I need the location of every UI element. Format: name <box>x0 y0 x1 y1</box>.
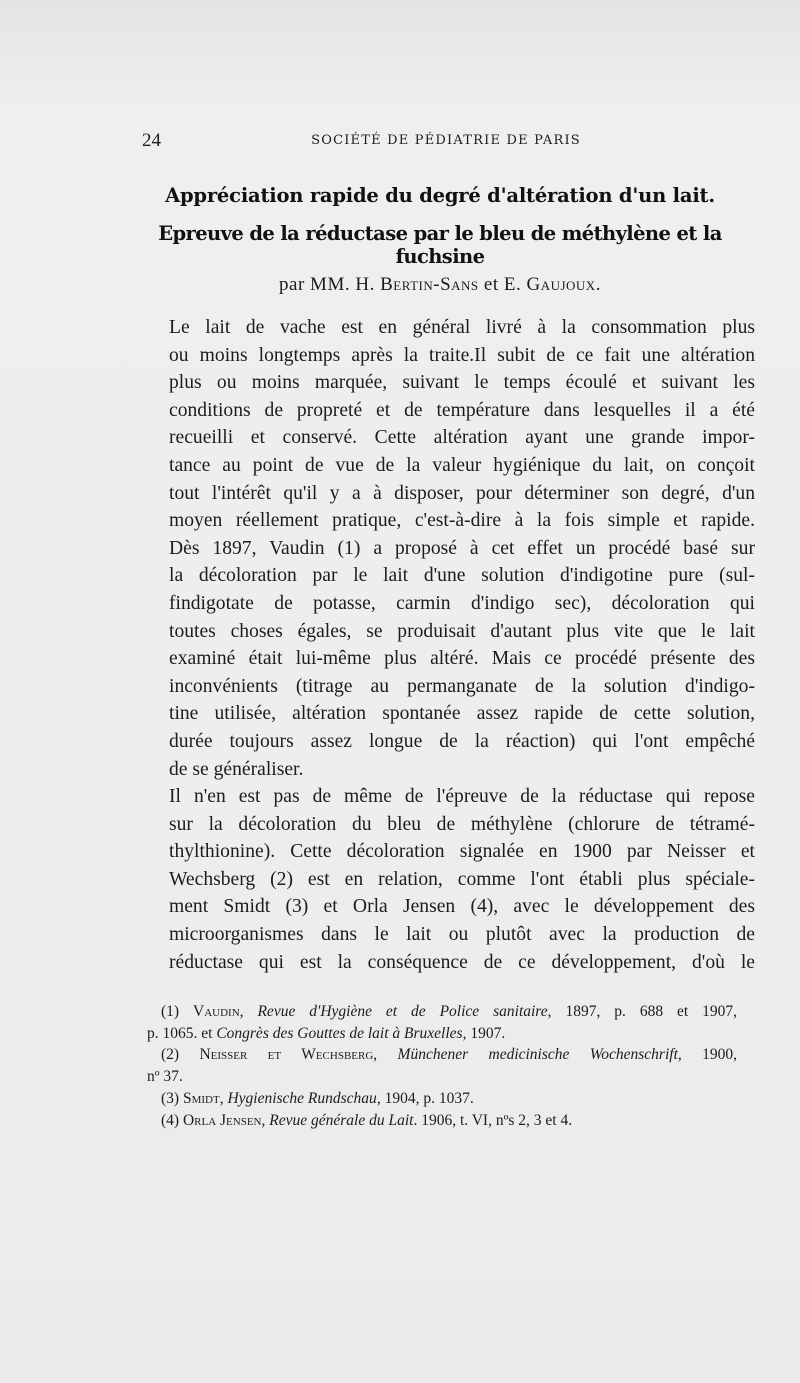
article-body <box>143 314 755 976</box>
footnote-author: Smidt <box>182 1089 220 1107</box>
footnote-sep: , <box>373 1046 398 1064</box>
footnote-journal: Revue générale du Lait <box>269 1111 414 1129</box>
text-line: Wechsberg (2) est en relation, comme l'ont établi plus spéciale- <box>169 868 755 890</box>
text-line: réductase qui est la conséquence de ce développement, d'où le <box>169 951 755 973</box>
text-line: examiné était lui-même plus altéré. Mais ce procédé présente des <box>169 648 755 670</box>
author-gaujoux: Gaujoux <box>526 274 596 295</box>
footnote-details: , 1907. <box>462 1024 506 1042</box>
footnote-mark: (2) <box>161 1046 200 1064</box>
article-title-line-2: Epreuve de la réductase par le bleu de méthylène et la fuchsine <box>158 222 722 268</box>
authors-prefix: par MM. H. <box>279 274 381 295</box>
article-title-line-1: Appréciation rapide du degré d'altération d'un lait. <box>165 184 715 207</box>
authors-suffix: . <box>595 274 601 295</box>
text-line: tout l'intérêt qu'il y a à disposer, pour déterminer son degré, d'un <box>169 482 755 504</box>
text-line: toutes choses égales, se produisait d'autant plus vite que le lait <box>169 620 755 642</box>
footnote-line <box>147 1110 737 1132</box>
footnotes <box>147 1001 737 1131</box>
text-line: recueilli et conservé. Cette altération ayant une grande impor- <box>169 427 755 449</box>
text-line: la décoloration par le lait d'une solution d'indigotine pure (sul- <box>169 565 755 587</box>
footnote-sep: , <box>239 1003 258 1020</box>
text-line: microorganismes dans le lait ou plutôt avec la production de <box>169 924 755 946</box>
footnote-sep: , <box>261 1111 270 1129</box>
footnote-details: . 1906, t. VI, nºs 2, 3 et 4. <box>413 1111 573 1129</box>
footnote-mark: (4) <box>161 1111 183 1129</box>
text-line: de se généraliser. <box>169 758 304 780</box>
article-authors <box>130 274 750 296</box>
footnote-mark: (1) <box>161 1003 194 1020</box>
text-line: ou moins longtemps après la traite.Il subit de ce fait une altération <box>169 344 755 366</box>
running-head: SOCIÉTÉ DE PÉDIATRIE DE PARIS <box>311 133 581 148</box>
text-line: plus ou moins marquée, suivant le temps écoulé et suivant les <box>169 372 755 394</box>
footnote-line <box>147 1088 737 1110</box>
footnote-line <box>147 1001 737 1023</box>
text-line: sur la décoloration du bleu de méthylène (chlorure de tétramé- <box>169 813 755 835</box>
text-line: tine utilisée, altération spontanée assez rapide de cette solution, <box>169 703 755 725</box>
footnote-4 <box>147 1110 737 1132</box>
authors-mid: et E. <box>478 274 527 295</box>
page-number: 24 <box>142 130 161 151</box>
text-line: Dès 1897, Vaudin (1) a proposé à cet effet un procédé basé sur <box>169 537 755 559</box>
paragraph-2 <box>143 535 755 783</box>
page-header <box>142 130 750 154</box>
text-line: ment Smidt (3) et Orla Jensen (4), avec le développement des <box>169 896 755 918</box>
footnote-journal: Hygienische Rundschau <box>227 1089 377 1107</box>
footnote-details: , 1904, p. 1037. <box>376 1089 474 1107</box>
footnote-journal: Münchener medicinische Wochenschrift <box>397 1046 678 1064</box>
footnote-sep: , <box>219 1089 228 1107</box>
text-line: findigotate de potasse, carmin d'indigo sec), décoloration qui <box>169 592 755 614</box>
footnote-journal: Revue d'Hygiène et de Police sanitaire <box>257 1003 548 1020</box>
footnote-2 <box>147 1044 737 1087</box>
text-line: Le lait de vache est en général livré à la consommation plus <box>169 317 755 338</box>
footnote-details: p. 1065. et <box>147 1024 217 1042</box>
text-line: tance au point de vue de la valeur hygiénique du lait, on conçoit <box>169 454 755 476</box>
footnote-author: Vaudin <box>193 1003 240 1020</box>
footnote-details: , 1897, p. 688 et 1907, <box>547 1003 738 1020</box>
footnote-line <box>147 1044 737 1066</box>
text-line: conditions de propreté et de température dans lesquelles il a été <box>169 399 755 421</box>
footnote-author: Neisser et Wechsberg <box>199 1046 374 1064</box>
author-bertin-sans: Bertin-Sans <box>380 274 479 295</box>
text-line: durée toujours assez longue de la réaction) qui l'ont empêché <box>169 730 755 752</box>
text-line: Il n'en est pas de même de l'épreuve de la réductase qui repose <box>169 786 755 808</box>
text-line: inconvénients (titrage au permanganate de la solution d'indigo- <box>169 675 755 697</box>
footnote-3 <box>147 1088 737 1110</box>
footnote-author: Orla Jensen <box>182 1111 262 1129</box>
text-line: thylthionine). Cette décoloration signalée en 1900 par Neisser et <box>169 841 755 863</box>
footnote-line <box>147 1066 737 1088</box>
footnote-line <box>147 1023 737 1045</box>
footnote-details: , 1900, <box>677 1046 738 1064</box>
footnote-mark: (3) <box>161 1089 183 1107</box>
footnote-details: nº 37. <box>147 1068 183 1086</box>
paragraph-1 <box>143 314 755 535</box>
paragraph-3 <box>143 783 755 976</box>
text-line: moyen réellement pratique, c'est-à-dire à la fois simple et rapide. <box>169 510 755 532</box>
footnote-journal: Congrès des Gouttes de lait à Bruxelles <box>216 1024 463 1042</box>
footnote-1 <box>147 1001 737 1044</box>
